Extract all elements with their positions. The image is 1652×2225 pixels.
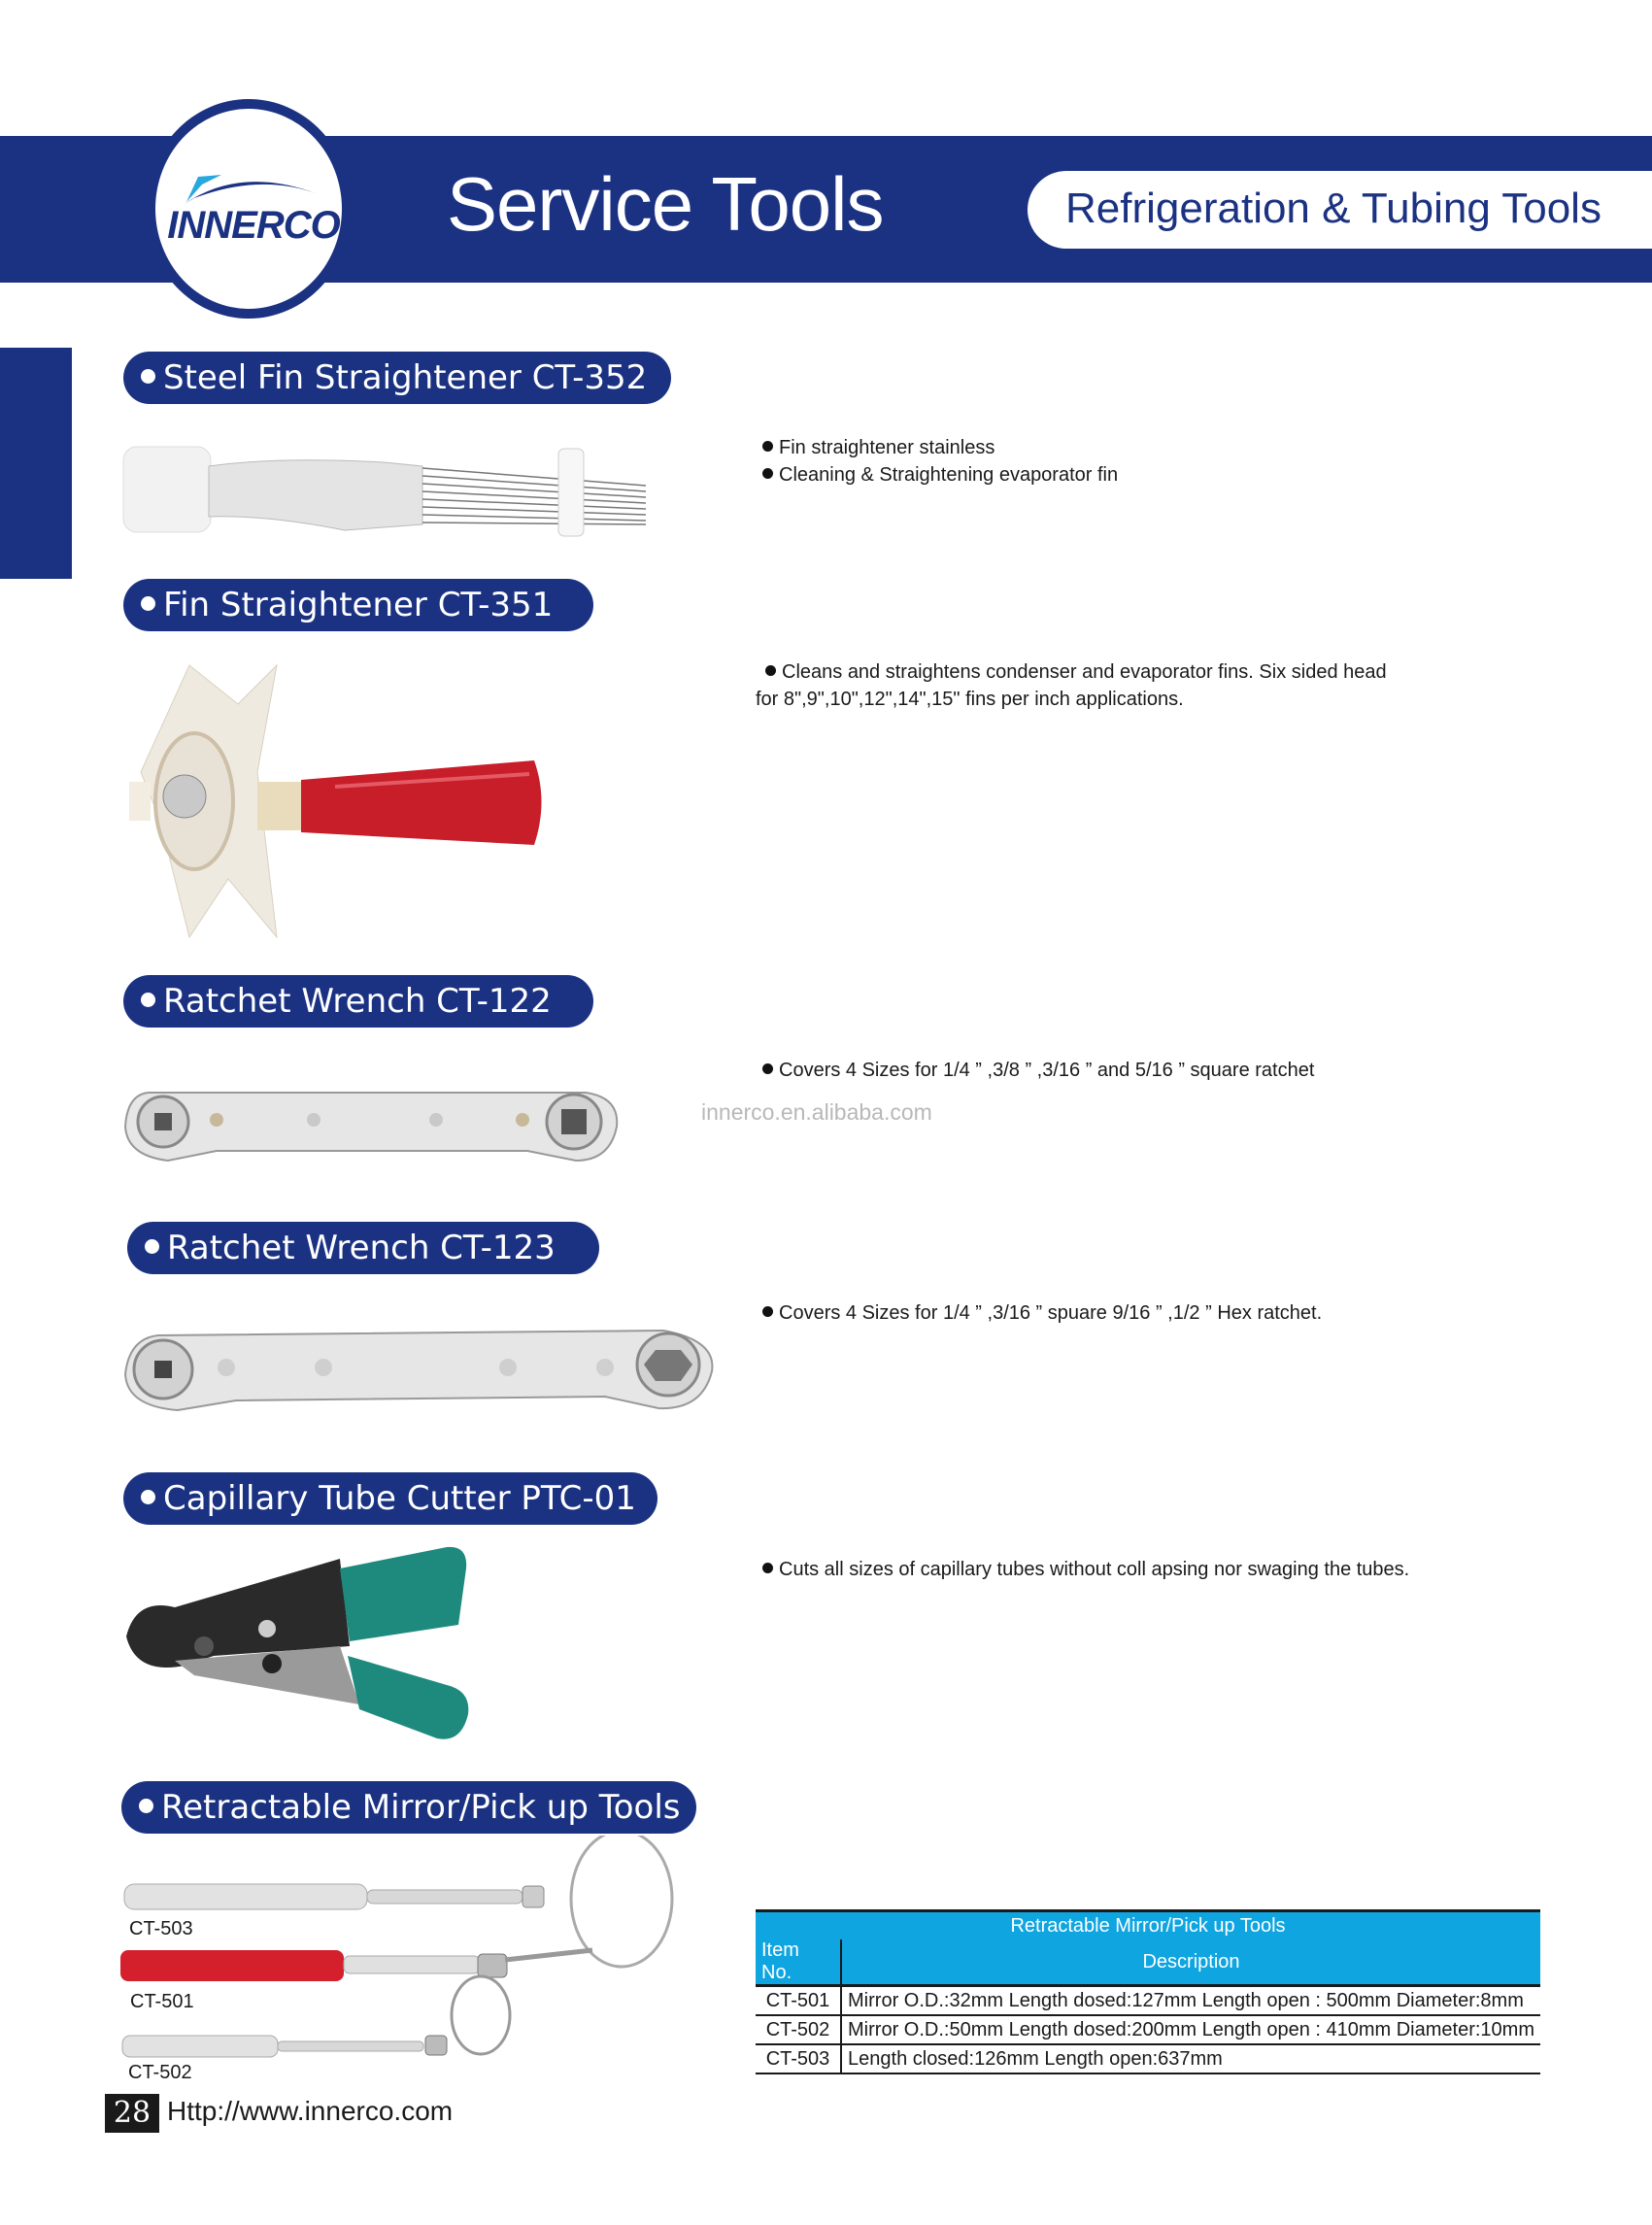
description-text: Cleans and straightens condenser and evaporator fins. Six sided head: [782, 661, 1387, 683]
ratchet-wrench-ct122-description: [762, 1057, 1314, 1084]
bullet-dot-icon: [141, 596, 155, 611]
steel-fin-straightener-description: [762, 434, 1118, 489]
footer-url-link[interactable]: Http://www.innerco.com: [167, 2096, 454, 2126]
bullet-text: Fin straightener stainless: [779, 437, 995, 458]
cell-description: Mirror O.D.:50mm Length dosed:200mm Length open : 410mm Diameter:10mm: [841, 2015, 1540, 2044]
table-row: [756, 2044, 1540, 2073]
brand-name: INNERCO: [167, 204, 340, 247]
cell-description: Length closed:126mm Length open:637mm: [841, 2044, 1540, 2073]
bullet-dot-icon: [141, 993, 155, 1007]
ratchet-wrench-ct123-image: [119, 1321, 722, 1418]
bullet-dot-icon: [145, 1239, 159, 1254]
bullet-dot-icon: [141, 1490, 155, 1504]
page-number: 28: [105, 2094, 159, 2133]
capillary-tube-cutter-description: [762, 1556, 1409, 1583]
brand-logo: [146, 99, 352, 319]
section-title-fin-straightener: [123, 579, 593, 631]
bullet-text: Cleaning & Straightening evaporator fin: [779, 464, 1119, 486]
section-title-ratchet-wrench-ct123: [127, 1222, 599, 1274]
description-line: [756, 658, 1387, 686]
bullet-icon: [762, 468, 773, 479]
item-label-ct501: CT-501: [130, 1991, 194, 2012]
watermark: innerco.en.alibaba.com: [701, 1099, 932, 1125]
spec-table: [756, 1909, 1540, 2074]
retractable-tools-image: [117, 1836, 719, 2069]
section-title-text: Ratchet Wrench CT-122: [163, 982, 552, 1021]
section-title-ratchet-wrench-ct122: [123, 975, 593, 1028]
bullet-dot-icon: [141, 369, 155, 384]
item-label-ct503: CT-503: [129, 1918, 193, 1939]
cell-description: Mirror O.D.:32mm Length dosed:127mm Length open : 500mm Diameter:8mm: [841, 1986, 1540, 2016]
page-title: Service Tools: [447, 161, 884, 247]
side-tab-marker: [0, 348, 72, 579]
bullet-dot-icon: [139, 1799, 153, 1813]
steel-fin-straightener-image: [121, 427, 646, 544]
bullet-icon: [762, 1306, 773, 1317]
bullet-text: Cuts all sizes of capillary tubes without coll apsing nor swaging the tubes.: [779, 1559, 1410, 1580]
ratchet-wrench-ct123-description: [762, 1299, 1322, 1327]
table-title-row: [756, 1911, 1540, 1940]
cell-item-no: CT-501: [756, 1986, 841, 2016]
bullet-icon: [762, 1563, 773, 1573]
capillary-tube-cutter-image: [117, 1539, 573, 1753]
fin-straightener-image: [121, 656, 558, 947]
column-header-description: Description: [841, 1939, 1540, 1986]
table-row: [756, 1986, 1540, 2016]
description-bullet: [762, 434, 1118, 461]
fin-straightener-description: [756, 658, 1387, 713]
item-label-ct502: CT-502: [128, 2062, 192, 2083]
description-text: for 8",9",10",12",14",15" fins per inch applications.: [756, 689, 1184, 710]
section-title-steel-fin-straightener: [123, 352, 671, 404]
cell-item-no: CT-502: [756, 2015, 841, 2044]
column-header-item-no: Item No.: [756, 1939, 841, 1986]
section-title-retractable-tools: [121, 1781, 696, 1834]
table-title: Retractable Mirror/Pick up Tools: [756, 1911, 1540, 1940]
table-header-row: [756, 1939, 1540, 1986]
bullet-text: Covers 4 Sizes for 1/4 ” ,3/8 ” ,3/16 ” and 5/16 ” square ratchet: [779, 1060, 1315, 1081]
bullet-icon: [762, 441, 773, 452]
bullet-icon: [765, 665, 776, 676]
category-label: Refrigeration & Tubing Tools: [1065, 185, 1601, 232]
ratchet-wrench-ct122-image: [119, 1073, 624, 1170]
description-bullet: [762, 461, 1118, 489]
section-title-text: Steel Fin Straightener CT-352: [163, 358, 648, 397]
bullet-icon: [762, 1063, 773, 1074]
section-title-text: Capillary Tube Cutter PTC-01: [163, 1479, 636, 1518]
section-title-text: Retractable Mirror/Pick up Tools: [161, 1788, 681, 1827]
section-title-capillary-tube-cutter: [123, 1472, 657, 1525]
cell-item-no: CT-503: [756, 2044, 841, 2073]
bullet-text: Covers 4 Sizes for 1/4 ” ,3/16 ” spuare 9/16 ” ,1/2 ” Hex ratchet.: [779, 1302, 1323, 1324]
section-title-text: Fin Straightener CT-351: [163, 586, 554, 624]
table-row: [756, 2015, 1540, 2044]
section-title-text: Ratchet Wrench CT-123: [167, 1229, 556, 1267]
category-badge: [1028, 171, 1652, 249]
